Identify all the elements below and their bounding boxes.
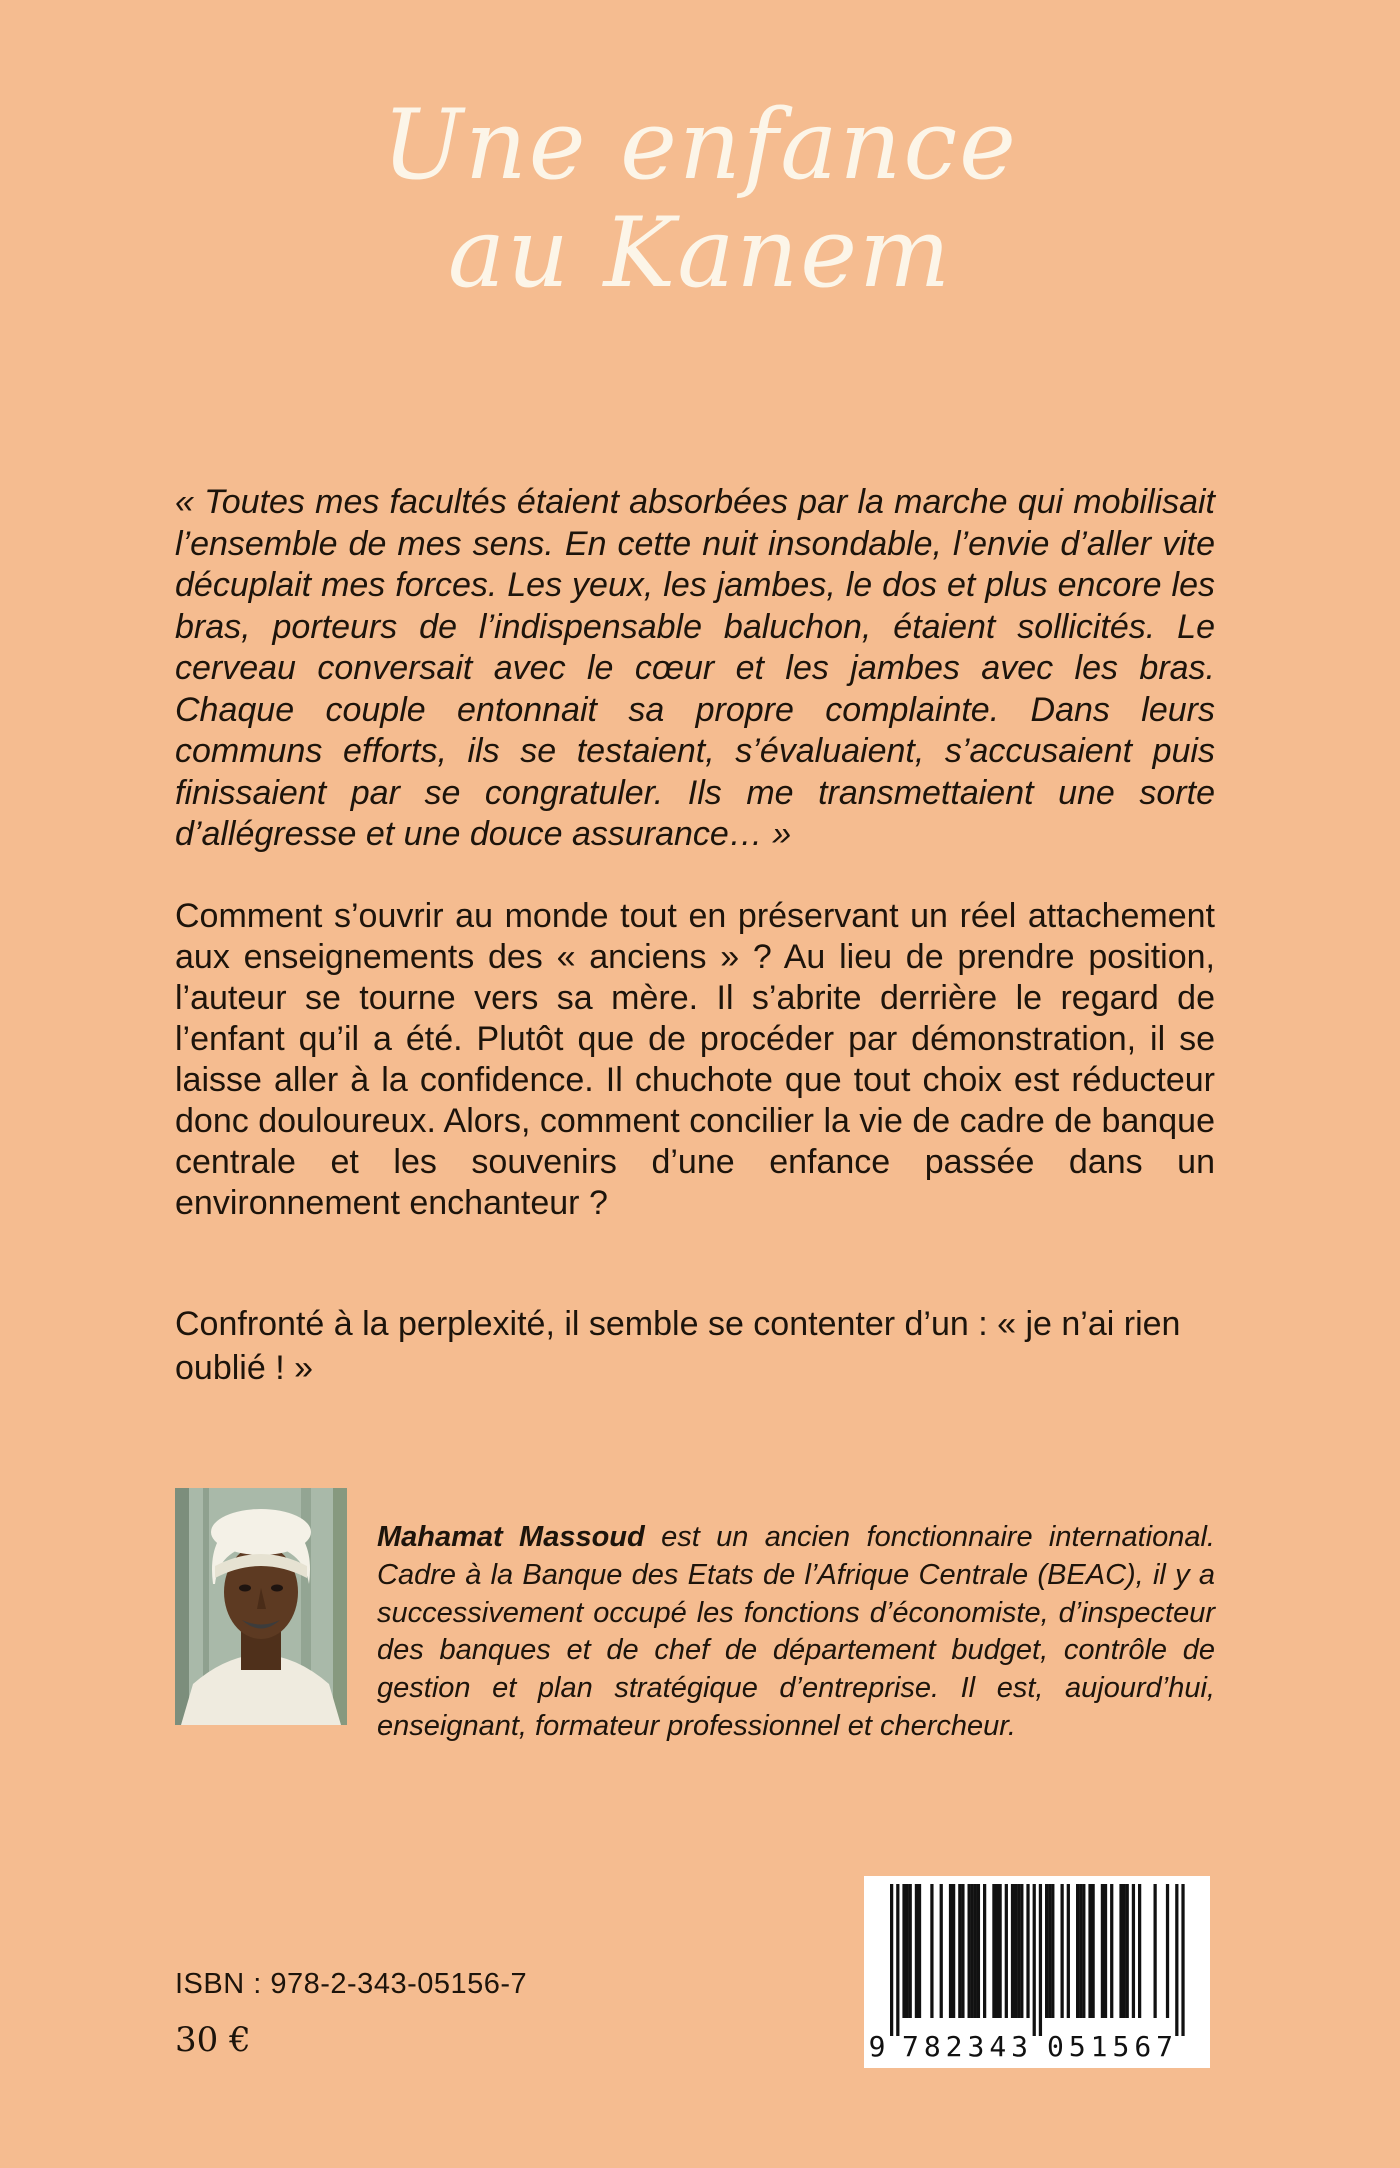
author-turban (211, 1509, 311, 1555)
barcode-digits (864, 2030, 1210, 2066)
book-title-line2: au Kanem (447, 196, 953, 309)
barcode (864, 1876, 1210, 2068)
author-bio (377, 1519, 1215, 1746)
synopsis-quote: « Toutes mes facultés étaient absorbées par la marche qui mobilisait l’ensemble de mes sens. En cette nuit insondable, l’envie d’aller vite décuplait mes forces. Les yeux, les jambes, le dos et plus encore les bras, porteurs de l’indispensable baluchon, étaient sollicités. Le cerveau conversait avec le cœur et les jambes avec les bras. Chaque couple entonnait sa propre complainte. Dans leurs communs efforts, ils se testaient, s’évaluaient, s’accusaient puis finissaient par se congratuler. Ils me transmettaient une sorte d’allégresse et une douce assurance… » (175, 483, 1215, 853)
synopsis-paragraph: Comment s’ouvrir au monde tout en préservant un réel attachement aux enseignements des « anciens » ? Au lieu de prendre position, l’auteur se tourne vers sa mère. Il s’abrite derrière le regard de l’enfant qu’il a été. Plutôt que de procéder par démonstration, il se laisse aller à la confidence. Il chuchote que tout choix est réducteur donc douloureux. Alors, comment concilier la vie de cadre de banque centrale et les souvenirs d’une enfance passée dans un environnement enchanteur ? (175, 897, 1215, 1222)
barcode-group1: 7 8 2 3 4 3 (902, 2030, 1028, 2063)
author-name: Mahamat Massoud (377, 1521, 645, 1553)
price-label: 30 € (175, 2020, 251, 2060)
barcode-bars (864, 1876, 1210, 2040)
book-title-line1: Une enfance (382, 89, 1018, 201)
barcode-lead-digit: 9 (868, 2030, 886, 2063)
author-bio-text: est un ancien fonctionnaire international. Cadre à la Banque des Etats de l’Afrique Centrale (BEAC), il y a successivement occupé les fonctions d’économiste, d’inspecteur des banques et de chef de département budget, contrôle de gestion et plan stratégique d’entreprise. Il est, aujourd’hui, enseignant, formateur professionnel et chercheur. (377, 1521, 1215, 1742)
synopsis-closing: Confronté à la perplexité, il semble se contenter d’un : « je n’ai rien oublié ! » (175, 1305, 1181, 1387)
author-photo (175, 1488, 347, 1725)
isbn-label: ISBN : 978-2-343-05156-7 (175, 1968, 528, 2000)
barcode-group2: 0 5 1 5 6 7 (1047, 2030, 1173, 2063)
book-title (0, 89, 1400, 309)
